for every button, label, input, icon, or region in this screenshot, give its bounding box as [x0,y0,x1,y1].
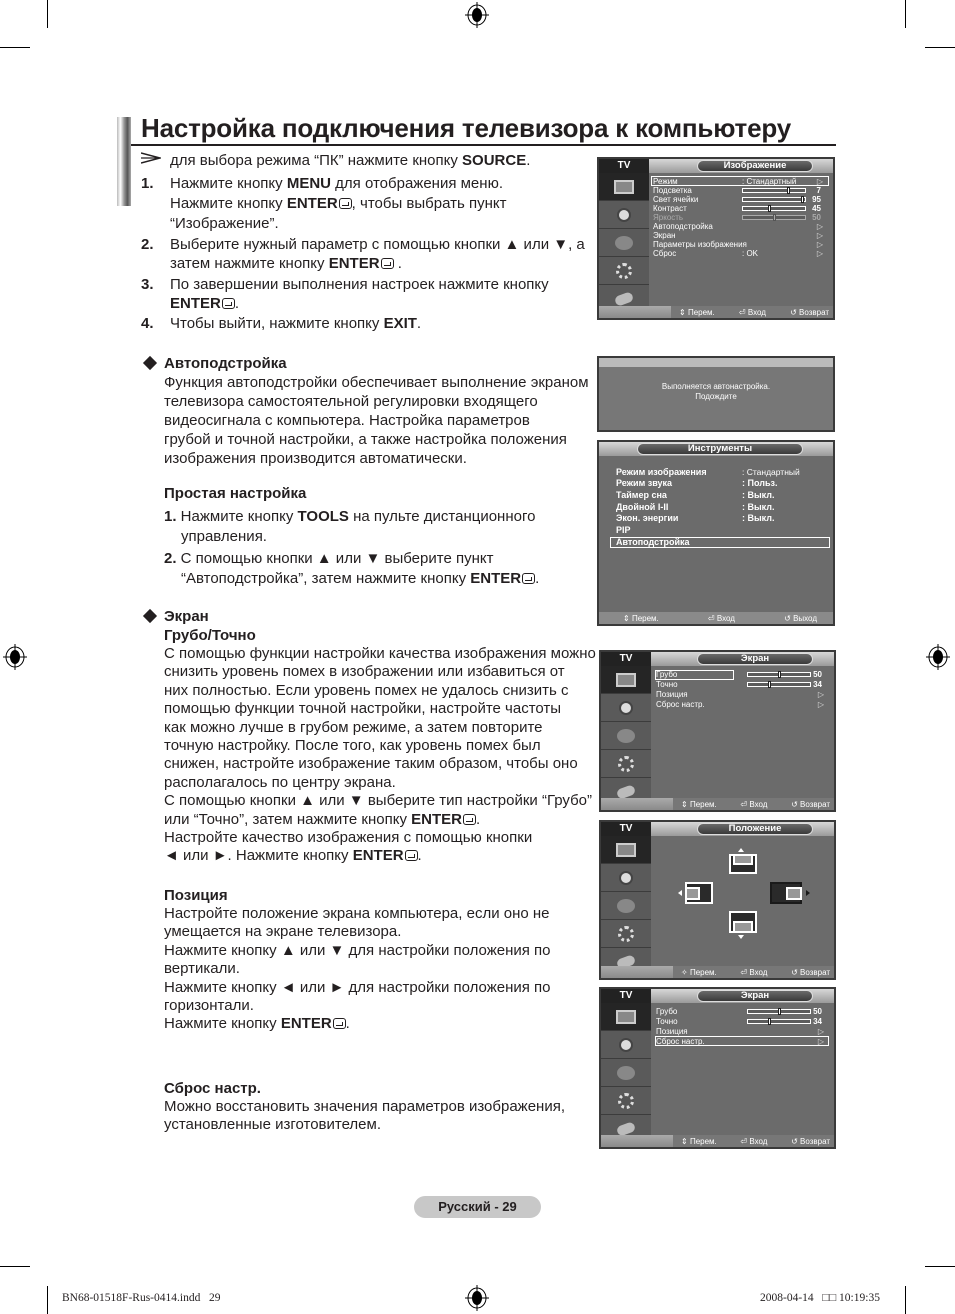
contrast-slider[interactable] [742,206,806,211]
coarse-fine-description: С помощью функции настройки качества изображения можно снизить уровень помех в изображении или избавиться от них полностью. Если уровень помех не удалось снизить с помощью функции точной настройки, настройте частоты как можно лучше в грубом режиме, а затем повторите точную настройку. После того, как уровень помех был снижен, настройте изображение таким образом, чтобы оно располагалось по центру экрана. С помощью кнопки ▲ или ▼ выберите тип настройки “Грубо” или “Точно”, затем нажмите кнопку ENTER . Настройте качество изображения с помощью кнопки ◄ или ►. Нажмите кнопку ENTER . [164,645,596,865]
brightness-slider [742,215,806,220]
osd-title: Положение [697,823,813,835]
osd-sidebar [599,173,649,306]
exit-hint: ↺ Выход [784,613,817,623]
osd-sidebar-picture[interactable] [601,1003,651,1031]
registration-mark-icon [926,644,950,670]
arrow-right-icon: ▷ [817,1027,824,1036]
simple-setup-heading: Простая настройка [164,485,307,502]
move-hint: ⇕ Перем. [681,1136,717,1146]
osd-item[interactable]: Экон. энергии [616,513,679,523]
osd-sidebar [601,1003,651,1135]
osd-item[interactable]: Контраст [653,204,687,213]
osd-sidebar-picture[interactable] [599,173,649,201]
backlight-slider[interactable] [742,188,806,193]
osd-sidebar-picture[interactable] [601,666,651,694]
section-heading-auto: Автоподстройка [164,355,287,372]
osd-item[interactable]: Режим изображения [616,467,707,477]
step-number: 2. [141,236,154,253]
setup-icon [618,1093,634,1109]
osd-item[interactable]: Грубо [656,1007,678,1016]
channel-icon [617,729,635,743]
coarse-slider[interactable] [747,1009,811,1014]
osd-tv-label: TV [601,652,651,666]
enter-hint: ⏎ Вход [740,799,768,809]
sound-icon [619,701,633,715]
osd-footer [599,306,833,318]
arrow-right-icon: ▷ [816,249,823,258]
crop-mark [0,47,30,48]
osd-sidebar [601,836,651,966]
osd-title: Экран [697,653,813,665]
arrow-down-icon [738,935,744,939]
return-hint: ↺ Возврат [791,1136,830,1146]
osd-item[interactable]: PIP [616,525,631,535]
position-right-button[interactable] [770,882,802,904]
registration-mark-icon [465,2,489,28]
osd-item[interactable]: Позиция [656,1027,688,1036]
position-heading: Позиция [164,887,228,904]
osd-sidebar-channel[interactable] [601,1059,651,1087]
osd-item[interactable]: Сброс настр. [656,1037,705,1046]
enter-icon [339,198,352,209]
simple-step-2: 2. С помощью кнопки ▲ или ▼ выберите пункт “Автоподстройка”, затем нажмите кнопку ENTER . [164,550,540,587]
arrow-right-icon: ▷ [817,1037,824,1046]
crop-mark [47,1286,48,1314]
move-hint: ✧ Перем. [681,967,717,977]
osd-title: Экран [697,990,813,1002]
osd-item[interactable]: Таймер сна [616,490,667,500]
page-number-badge: Русский - 29 [414,1196,541,1218]
osd-item[interactable]: Режим звука [616,478,673,488]
coarse-fine-heading: Грубо/Точно [164,627,256,644]
osd-title: Изображение [697,160,813,172]
osd-tv-label: TV [599,159,649,173]
coarse-slider[interactable] [747,672,811,677]
osd-sidebar-channel[interactable] [599,229,649,257]
move-hint: ⇕ Перем. [681,799,717,809]
footer-file-info: BN68-01518F-Rus-0414.indd 29 [62,1292,221,1304]
osd-item[interactable]: Сброс настр. [656,700,705,709]
osd-sidebar-sound[interactable] [601,694,651,722]
return-hint: ↺ Возврат [791,967,830,977]
auto-description: Функция автоподстройки обеспечивает выполнение экраном телевизора самостоятельной регулировки входящего видеосигнала с компьютера. Настройка параметров грубой и точной настройки, а также настройка положения изображения производится автоматически. [164,374,589,467]
position-left-button[interactable] [685,882,713,904]
osd-item[interactable]: Режим [653,177,678,186]
enter-hint: ⏎ Вход [740,1136,768,1146]
sound-icon [617,208,631,222]
bullet-diamond-icon [143,356,157,370]
enter-hint: ⏎ Вход [740,967,768,977]
picture-icon [616,843,636,857]
enter-icon [333,1018,346,1029]
simple-step-1: 1. Нажмите кнопку TOOLS на пульте дистанционного управления. [164,508,536,545]
enter-icon [381,258,394,269]
step-4: Чтобы выйти, нажмите кнопку EXIT. [170,315,422,332]
cell-light-slider[interactable] [742,197,806,202]
osd-footer [599,612,833,624]
position-description: Настройте положение экрана компьютера, если оно не умещается на экране телевизора. Нажмите кнопку ▲ или ▼ для настройки положения по вертикали. Нажмите кнопку ◄ или ► для настройки положения по горизонтали. Нажмите кнопку ENTER . [164,905,551,1033]
osd-sidebar-sound[interactable] [601,1031,651,1059]
title-accent-bar [117,117,131,206]
osd-item[interactable]: Точно [656,680,678,689]
registration-mark-icon [465,1285,489,1311]
osd-sidebar-sound[interactable] [599,201,649,229]
osd-picture-menu: TV Изображение Режим : Стандартный ▷ Подсветка 7 Свет ячейки 95 Контраст 45 Яркость 50 Автоподстройка ▷ Экран ▷ Параметры изображения ▷ Сброс : OK ▷ ⇕ Перем. ⏎ Вход ↺ Возврат [597,157,835,320]
crop-mark [47,0,48,28]
osd-item: Яркость [653,213,684,222]
osd-tools-menu: Инструменты Режим изображения : Стандартный Режим звука : Польз. Таймер сна : Выкл. Двойной I-II : Выкл. Экон. энергии : Выкл. PIP Автоподстройка ⇕ Перем. ⏎ Вход ↺ Выход [597,440,835,626]
page-title: Настройка подключения телевизора к компьютеру [141,113,791,143]
move-hint: ⇕ Перем. [679,307,715,317]
osd-sidebar [601,666,651,798]
osd-item[interactable]: Грубо [656,670,678,679]
sound-icon [619,1038,633,1052]
step-2: Выберите нужный параметр с помощью кнопки ▲ или ▼, а затем нажмите кнопку ENTER . [170,236,585,272]
osd-tv-label: TV [601,989,651,1003]
reset-heading: Сброс настр. [164,1080,261,1097]
arrow-right-icon: ▷ [816,231,823,240]
osd-autoadjust-dialog [597,356,835,432]
section-heading-screen: Экран [164,608,209,625]
note-arrow-icon [141,152,161,164]
arrow-right-icon: ▷ [817,690,824,699]
step-number: 1. [141,175,154,192]
crop-mark [925,1266,955,1267]
position-up-button[interactable] [729,854,757,874]
osd-item[interactable]: Автоподстройка [616,537,690,547]
title-rule [131,144,836,146]
channel-icon [615,236,633,250]
fine-slider[interactable] [747,1019,811,1024]
osd-screen-reset-menu: TV Экран Грубо 50 Точно 34 Позиция ▷ Сброс настр. ▷ ⇕ Перем. ⏎ Вход ↺ Возврат [599,987,836,1149]
osd-dialog-topbar [599,358,833,367]
fine-slider[interactable] [747,682,811,687]
osd-sidebar-sound[interactable] [601,864,651,892]
step-1: Нажмите кнопку MENU для отображения меню. Нажмите кнопку ENTER , чтобы выбрать пункт “Изображение”. [170,175,507,232]
step-3: По завершении выполнения настроек нажмите кнопку ENTER . [170,276,549,312]
osd-screen-menu: TV Экран Грубо 50 Точно 34 Позиция ▷ Сброс настр. ▷ ⇕ Перем. ⏎ Вход ↺ Возврат [599,650,836,812]
crop-mark [925,47,955,48]
crop-mark [0,1266,30,1267]
crop-mark [905,0,906,28]
move-hint: ⇕ Перем. [623,613,659,623]
setup-icon [616,263,632,279]
step-number: 4. [141,315,154,332]
osd-sidebar-picture[interactable] [601,836,651,864]
bullet-diamond-icon [143,609,157,623]
osd-selection [651,176,829,186]
enter-icon [463,814,476,825]
arrow-right-icon: ▷ [816,240,823,249]
channel-icon [617,1066,635,1080]
crop-mark [905,1286,906,1314]
osd-item[interactable]: Автоподстройка [653,222,713,231]
arrow-right-icon [806,890,810,896]
enter-icon [405,850,418,861]
setup-icon [618,926,634,942]
osd-sidebar-setup[interactable] [601,750,651,778]
intro-note: для выбора режима “ПК” нажмите кнопку SOURCE. [170,152,531,169]
osd-sidebar-setup[interactable] [601,920,651,948]
footer-timestamp: 2008-04-14 □□ 10:19:35 [760,1292,880,1304]
autoadjust-message: Выполняется автонастройка. Подождите [661,382,771,401]
osd-item[interactable]: Экран [653,231,676,240]
position-down-button[interactable] [729,911,757,933]
return-hint: ↺ Возврат [790,307,829,317]
sound-icon [619,871,633,885]
arrow-up-icon [738,848,744,852]
osd-tv-label: TV [601,822,651,836]
arrow-right-icon: ▷ [817,700,824,709]
osd-sidebar-channel[interactable] [601,722,651,750]
arrow-right-icon: ▷ [816,177,823,186]
osd-footer [601,1135,834,1147]
input-icon [614,291,634,307]
osd-position-menu [599,820,836,980]
registration-mark-icon [3,644,27,670]
osd-item[interactable]: Подсветка [653,186,692,195]
enter-icon [522,573,535,584]
osd-footer [601,966,834,978]
setup-icon [618,756,634,772]
channel-icon [617,899,635,913]
osd-sidebar-setup[interactable] [599,257,649,285]
osd-item[interactable]: Свет ячейки [653,195,699,204]
osd-sidebar-channel[interactable] [601,892,651,920]
osd-item[interactable]: Параметры изображения [653,240,747,249]
return-hint: ↺ Возврат [791,799,830,809]
arrow-left-icon [678,890,682,896]
arrow-right-icon: ▷ [816,222,823,231]
picture-icon [616,673,636,687]
enter-hint: ⏎ Вход [707,613,735,623]
picture-icon [616,1010,636,1024]
osd-item[interactable]: Позиция [656,690,688,699]
osd-footer [601,798,834,810]
osd-sidebar-setup[interactable] [601,1087,651,1115]
enter-icon [222,298,235,309]
picture-icon [614,180,634,194]
osd-item[interactable]: Двойной I-II [616,502,669,512]
step-number: 3. [141,276,154,293]
enter-hint: ⏎ Вход [738,307,766,317]
osd-title: Инструменты [637,443,803,455]
osd-item[interactable]: Сброс [653,249,677,258]
reset-description: Можно восстановить значения параметров изображения, установленные изготовителем. [164,1098,565,1134]
osd-item[interactable]: Точно [656,1017,678,1026]
